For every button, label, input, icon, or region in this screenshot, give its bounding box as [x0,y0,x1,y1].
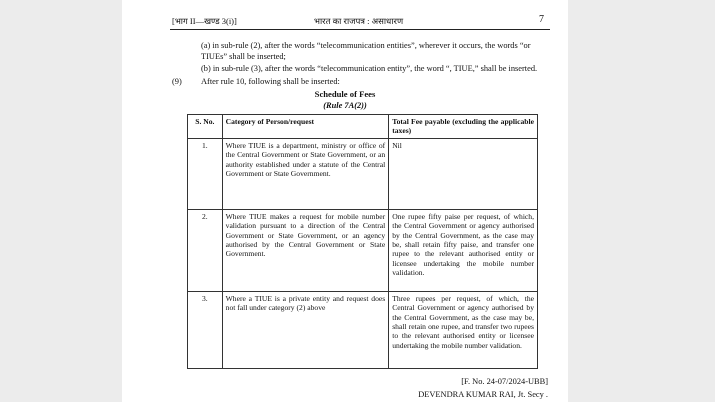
gazette-page [122,0,568,402]
column-header-sno: S. No. [188,115,223,139]
table-row [188,138,538,209]
row-fee: Nil [389,138,538,209]
column-header-category: Category of Person/request [222,115,389,139]
column-header-fee: Total Fee payable (excluding the applicable taxes) [389,115,538,139]
header-part-label: [भाग II—खण्ड 3(i)] [172,16,237,26]
row-sno: 3. [188,291,223,368]
row-fee: One rupee fifty paise per request, of which, the Central Government or agency authorised by the Central Government, as the case may be, shall retain fifty paise, and transfer one rupee to the relevant authorised entity or licensee undertaking the mobile number validation. [389,209,538,291]
amendment-b: (b) in sub-rule (3), after the words “telecommunication entity”, the word “, TIUE,” shall be inserted. [201,64,538,73]
row-fee: Three rupees per request, of which, the Central Government or agency authorised by the Central Government, as the case may be, shall retain one rupee, and transfer two rupees to the relevant authorised entity or licensee undertaking the mobile number validation. [389,291,538,368]
table-row [188,291,538,368]
table-header-row [188,115,538,139]
rule-9-text: After rule 10, following shall be inserted: [201,77,340,86]
row-sno: 1. [188,138,223,209]
schedule-title: Schedule of Fees [314,89,376,99]
header-divider [170,29,550,30]
table-row [188,209,538,291]
signatory: DEVENDRA KUMAR RAI, Jt. Secy . [418,390,548,399]
row-category: Where a TIUE is a private entity and request does not fall under category (2) above [222,291,389,368]
page-number: 7 [539,14,544,25]
schedule-rule-reference: (Rule 7A(2)) [323,101,367,110]
row-category: Where TIUE is a department, ministry or office of the Central Government or State Government, or an authority established under a statute of the Central Government or State Government. [222,138,389,209]
row-sno: 2. [188,209,223,291]
header-gazette-title: भारत का राजपत्र : असाधारण [314,16,404,26]
fees-table [187,114,538,369]
amendment-a: (a) in sub-rule (2), after the words “telecommunication entities”, wherever it occurs, the words “or TIUEs” shall be inserted; [201,41,531,61]
file-number: [F. No. 24-07/2024-UBB] [461,377,548,386]
page-header [122,14,568,28]
rule-9-number: (9) [172,77,182,86]
row-category: Where TIUE makes a request for mobile number validation pursuant to a direction of the Central Government or State Government, or an agency authorised by the Central Government or State Government. [222,209,389,291]
